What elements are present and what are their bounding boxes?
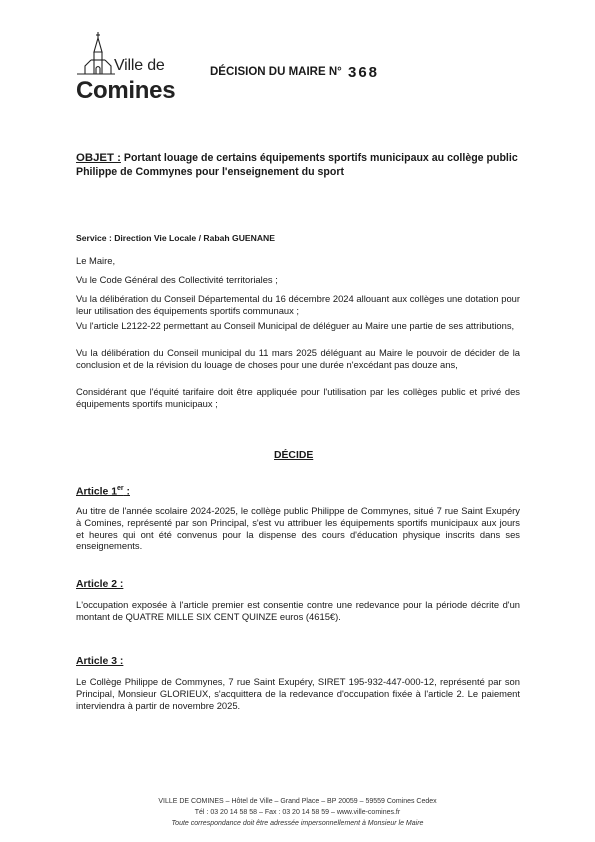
article-3-text: Le Collège Philippe de Commynes, 7 rue Saint Exupéry, SIRET 195-932-447-000-12, représenté par son Principal, Monsieur GLORIEUX, s'acquittera de la redevance d'occupation fixée à l'article 2. Le paiement interviendra à partir de novembre 2025.	[76, 676, 520, 711]
considerant-2: Vu la délibération du Conseil Départemental du 16 décembre 2024 allouant aux collèges une dotation pour leur utilisation des équipements sportifs communaux ;	[76, 293, 520, 316]
logo-text-ville-de: Ville de	[114, 57, 165, 74]
considerant-3: Vu l'article L2122-22 permettant au Conseil Municipal de déléguer au Maire une partie de ses attributions,	[76, 320, 515, 331]
decision-label: DÉCISION DU MAIRE N°	[210, 66, 342, 78]
considerant-4: Vu la délibération du Conseil municipal du 11 mars 2025 déléguant au Maire le pouvoir de décider de la conclusion et de la révision du louage de choses pour une durée n'excédant pas douze ans,	[76, 347, 520, 370]
footer-address: VILLE DE COMINES – Hôtel de Ville – Grand Place – BP 20059 – 59559 Comines Cedex	[158, 798, 437, 805]
article-1-title-sup: er	[117, 485, 124, 492]
article-1-text: Au titre de l'année scolaire 2024-2025, le collège public Philippe de Commynes, situé 7 rue Saint Exupéry à Comines, représenté par son Principal, s'est vu attribuer les équipements sportifs municipaux aux jours et heures qui ont été convenus pour la dispense des cours d'éducation physique inscrits dans ses enseignements.	[76, 505, 520, 552]
article-2-title: Article 2 :	[76, 579, 124, 590]
article-1-title-suffix: :	[123, 486, 130, 498]
objet-block	[76, 151, 526, 179]
article-1-title-text: Article 1	[76, 486, 118, 498]
decision-number: 368	[348, 64, 380, 81]
footer-note: Toute correspondance doit être adressée impersonnellement à Monsieur le Maire	[171, 820, 424, 827]
considerant-1: Vu le Code Général des Collectivité territoriales ;	[76, 274, 278, 285]
objet-label: OBJET :	[76, 152, 121, 164]
city-logo-church-icon	[74, 30, 118, 82]
objet-text: Portant louage de certains équipements sportifs municipaux au collège public Philippe de Commynes pour l'enseignement du sport	[76, 152, 518, 178]
service-line: Service : Direction Vie Locale / Rabah GUENANE	[76, 233, 275, 243]
decide-heading: DÉCIDE	[274, 450, 314, 461]
article-2-text: L'occupation exposée à l'article premier est consentie contre une redevance pour la période décrite d'un montant de QUATRE MILLE SIX CENT QUINZE euros (4615€).	[76, 599, 520, 622]
article-1-title	[76, 485, 130, 497]
footer-contact: Tél : 03 20 14 58 58 – Fax : 03 20 14 58 59 – www.ville-comines.fr	[194, 809, 401, 816]
logo-text-comines: Comines	[76, 77, 176, 104]
article-3-title: Article 3 :	[76, 656, 124, 667]
considerant-5: Considérant que l'équité tarifaire doit être appliquée pour l'utilisation par les collèges public et privé des équipements sportifs municipaux ;	[76, 386, 520, 409]
intro-text: Le Maire,	[76, 255, 116, 266]
